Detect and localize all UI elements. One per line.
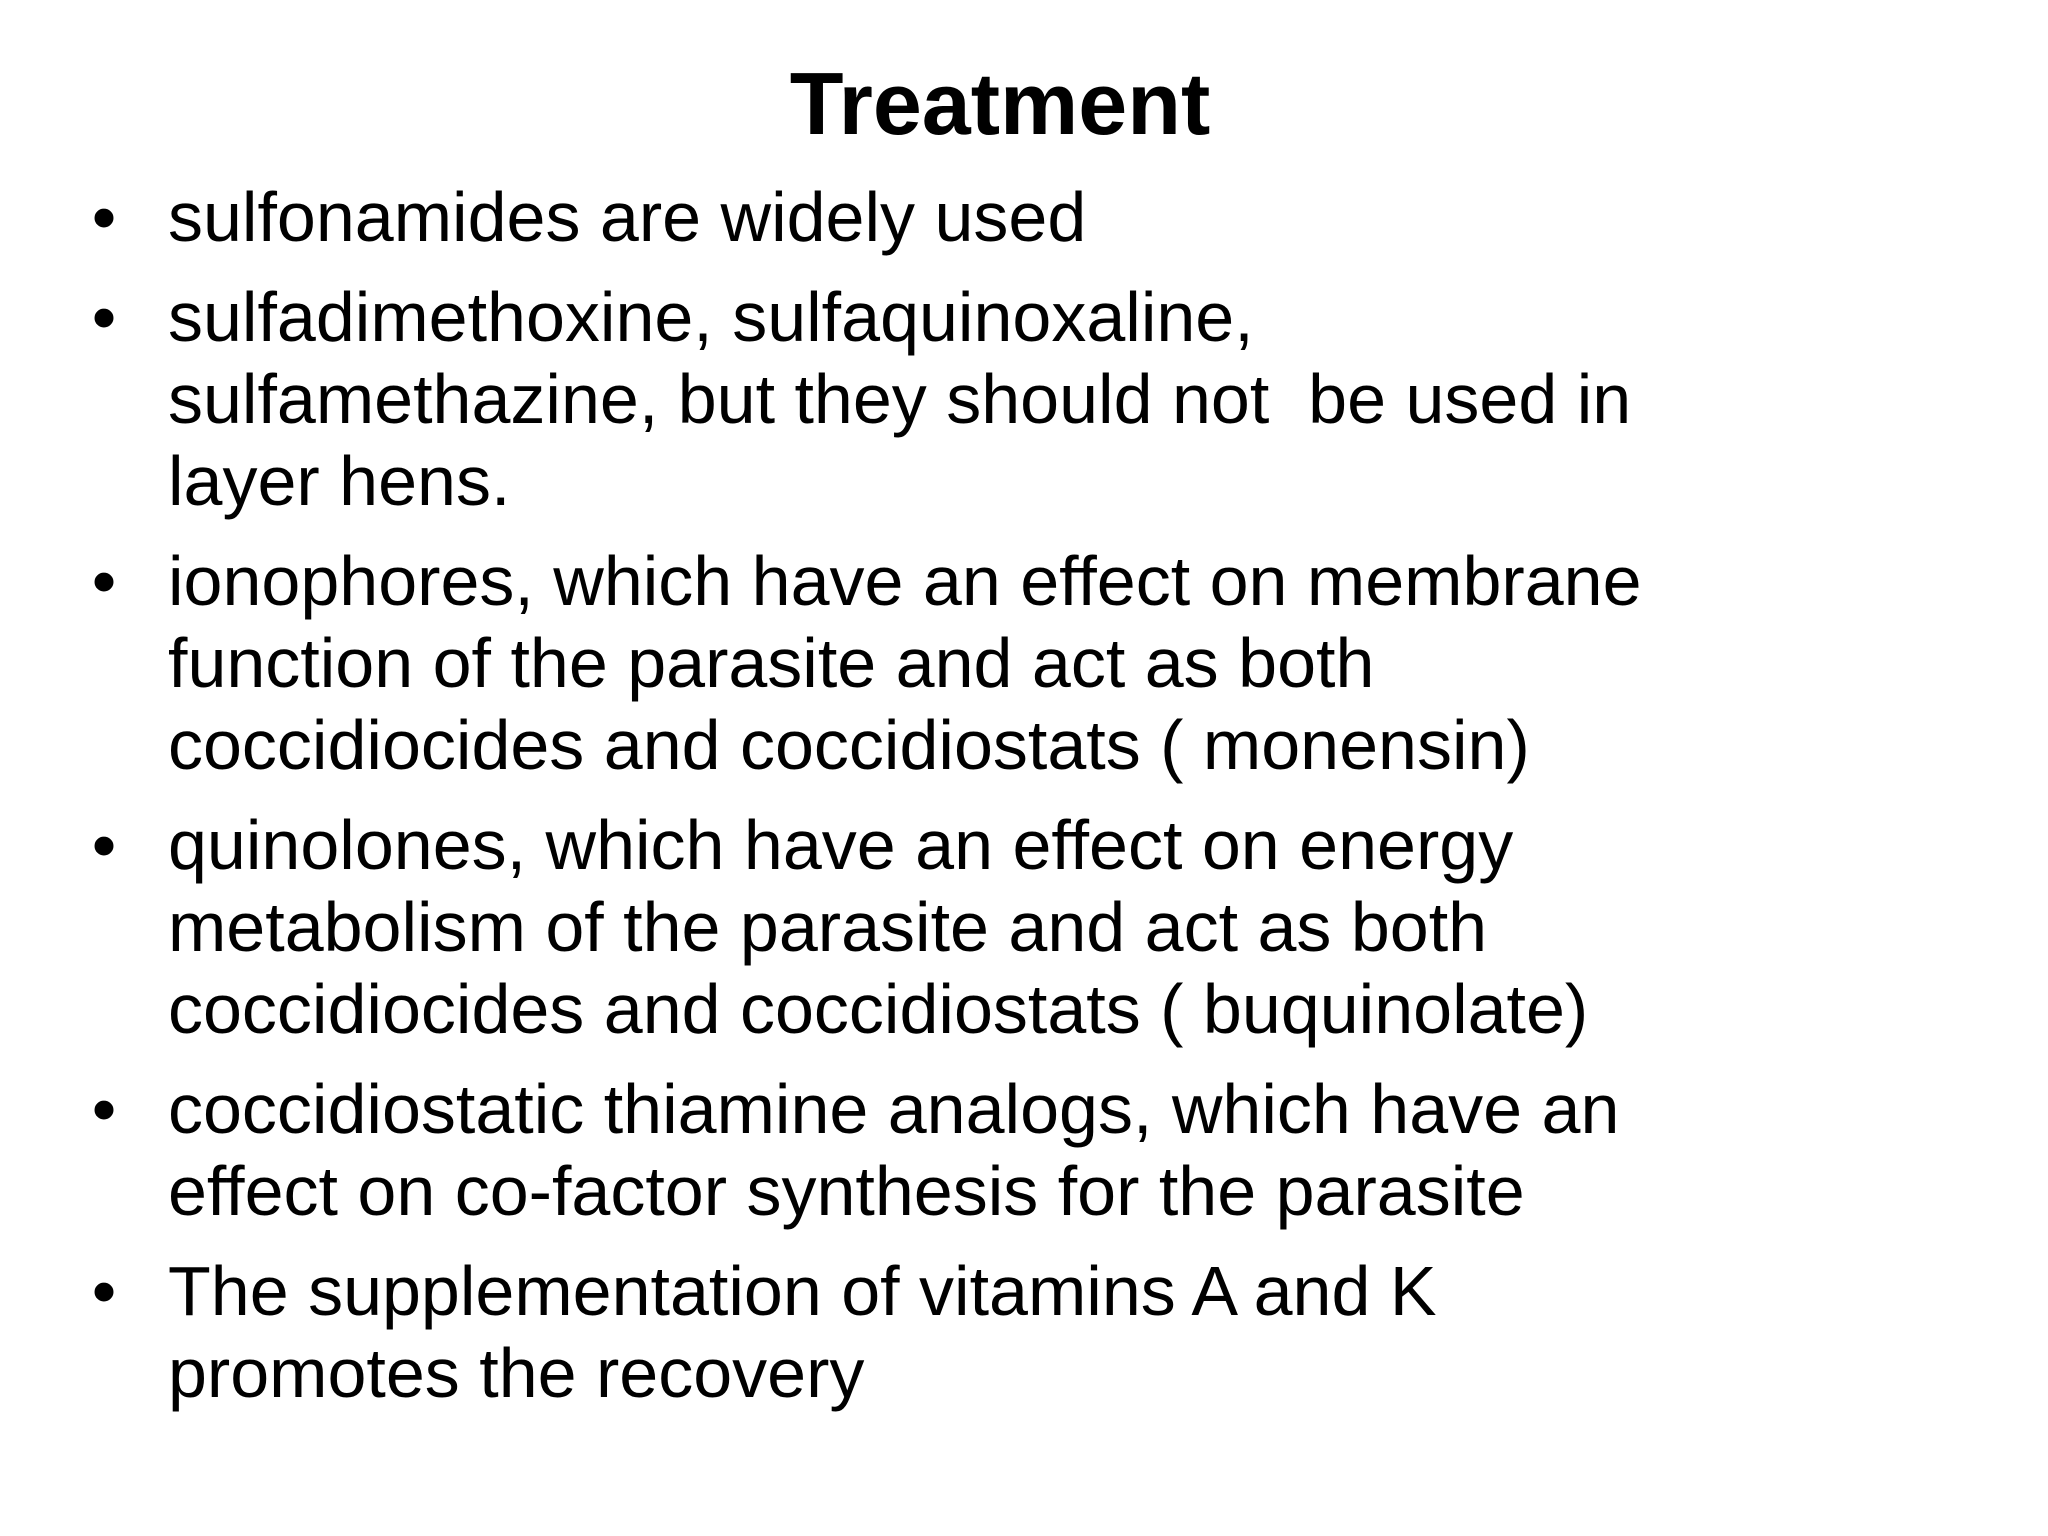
bullet-text: The supplementation of vitamins A and K promotes the recovery	[168, 1252, 1437, 1412]
list-item	[84, 1068, 1984, 1232]
bullet-text: sulfonamides are widely used	[168, 178, 1087, 256]
slide-title: Treatment	[789, 54, 1211, 153]
bullet-icon: •	[91, 178, 117, 256]
list-item	[84, 176, 1984, 258]
bullet-text: coccidiostatic thiamine analogs, which have an effect on co-factor synthesis for the parasite	[168, 1070, 1620, 1230]
bullet-icon: •	[91, 542, 117, 620]
list-item	[84, 276, 1984, 522]
list-item	[84, 804, 1984, 1050]
bullet-text: sulfadimethoxine, sulfaquinoxaline, sulfamethazine, but they should not be used in layer hens.	[168, 278, 1632, 520]
bullet-icon: •	[91, 278, 117, 356]
bullet-icon: •	[91, 1252, 117, 1330]
bullet-icon: •	[91, 1070, 117, 1148]
bullet-text: ionophores, which have an effect on membrane function of the parasite and act as both coccidiocides and coccidiostats ( monensin)	[168, 542, 1642, 784]
list-item	[84, 540, 1984, 786]
bullet-text: quinolones, which have an effect on energy metabolism of the parasite and act as both coccidiocides and coccidiostats ( buquinolate)	[168, 806, 1589, 1048]
bullet-list	[84, 176, 1984, 1432]
bullet-icon: •	[91, 806, 117, 884]
list-item	[84, 1250, 1984, 1414]
